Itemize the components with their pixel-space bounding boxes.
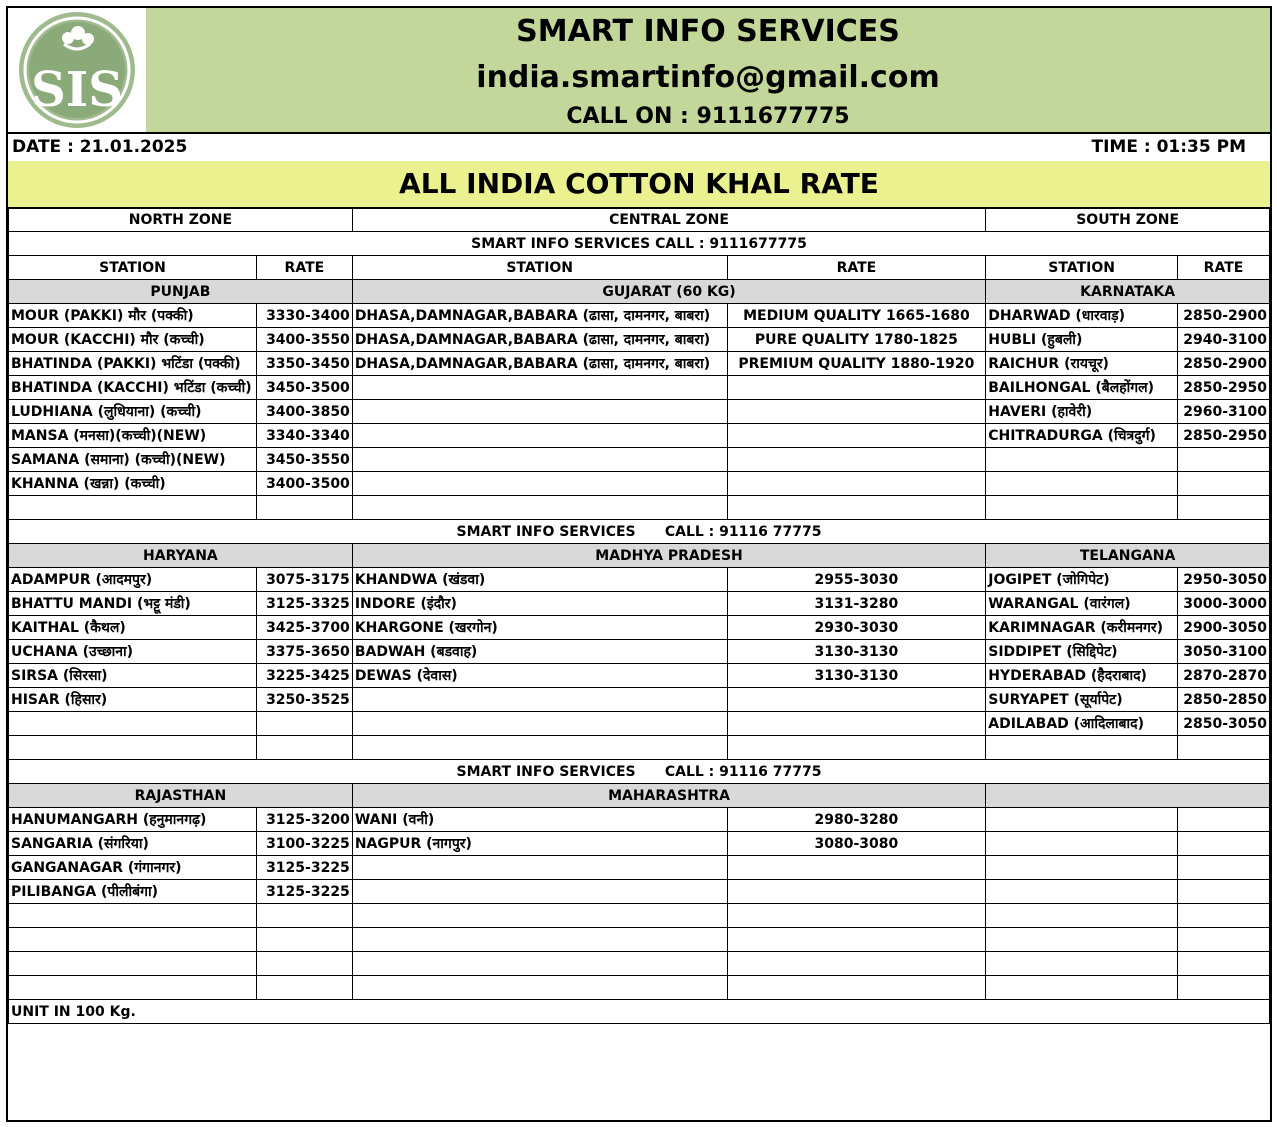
station-cell (352, 712, 727, 736)
rate-cell: 2950-3050 (1178, 568, 1270, 592)
station-cell: GANGANAGAR (गंगानगर) (9, 856, 257, 880)
rate-cell: 2850-2850 (1178, 688, 1270, 712)
zone-row (9, 208, 1270, 232)
rate-cell (727, 952, 986, 976)
state-heading-south (986, 784, 1270, 808)
station-cell: DHARWAD (धारवाड़) (986, 304, 1178, 328)
rate-cell: 3225-3425 (256, 664, 352, 688)
rate-cell (1178, 832, 1270, 856)
station-cell (9, 928, 257, 952)
station-cell: MOUR (KACCHI) मौर (कच्ची) (9, 328, 257, 352)
rate-cell: 3400-3850 (256, 400, 352, 424)
state-heading-central: MADHYA PRADESH (352, 544, 985, 568)
south-station-header: STATION (986, 256, 1178, 280)
rate-cell (1178, 856, 1270, 880)
rate-cell: 3400-3550 (256, 328, 352, 352)
station-cell (352, 376, 727, 400)
rate-cell: MEDIUM QUALITY 1665-1680 (727, 304, 986, 328)
rate-cell: PURE QUALITY 1780-1825 (727, 328, 986, 352)
station-cell: HANUMANGARH (हनुमानगढ़) (9, 808, 257, 832)
logo (8, 8, 146, 132)
rate-cell: 2850-2950 (1178, 376, 1270, 400)
rate-cell: 2850-2950 (1178, 424, 1270, 448)
state-row (9, 784, 1270, 808)
table-row (9, 328, 1270, 352)
rate-cell: 2960-3100 (1178, 400, 1270, 424)
station-cell (352, 856, 727, 880)
banner-3: SMART INFO SERVICES CALL : 91116 77775 (9, 760, 1270, 784)
rate-cell: 3250-3525 (256, 688, 352, 712)
rate-cell: 3000-3000 (1178, 592, 1270, 616)
rate-cell: 3125-3200 (256, 808, 352, 832)
rate-cell: 3400-3500 (256, 472, 352, 496)
station-cell: LUDHIANA (लुधियाना) (कच्ची) (9, 400, 257, 424)
station-cell (352, 688, 727, 712)
table-row (9, 976, 1270, 1000)
column-header-row (9, 256, 1270, 280)
station-cell (986, 976, 1178, 1000)
station-cell: NAGPUR (नागपुर) (352, 832, 727, 856)
station-cell: KHANDWA (खंडवा) (352, 568, 727, 592)
rate-cell (1178, 472, 1270, 496)
company-name: SMART INFO SERVICES (516, 14, 900, 49)
station-cell: BAILHONGAL (बैलहोंगल) (986, 376, 1178, 400)
north-station-header: STATION (9, 256, 257, 280)
rate-cell: 3125-3225 (256, 856, 352, 880)
rate-cell: 3130-3130 (727, 640, 986, 664)
date-label: DATE : 21.01.2025 (12, 137, 188, 157)
table-row (9, 304, 1270, 328)
station-cell: SAMANA (समाना) (कच्ची)(NEW) (9, 448, 257, 472)
station-cell: KARIMNAGAR (करीमनगर) (986, 616, 1178, 640)
rate-cell: 3450-3500 (256, 376, 352, 400)
table-row (9, 952, 1270, 976)
rate-cell (727, 976, 986, 1000)
north-zone-heading: NORTH ZONE (9, 208, 353, 232)
rate-cell (727, 472, 986, 496)
rate-table (8, 207, 1270, 1024)
rate-cell (256, 952, 352, 976)
station-cell (352, 904, 727, 928)
rate-cell: 2870-2870 (1178, 664, 1270, 688)
banner-row (9, 232, 1270, 256)
state-heading-north: HARYANA (9, 544, 353, 568)
table-row (9, 496, 1270, 520)
state-heading-south: KARNATAKA (986, 280, 1270, 304)
rate-cell: 2850-2900 (1178, 304, 1270, 328)
station-cell: KAITHAL (कैथल) (9, 616, 257, 640)
station-cell: HISAR (हिसार) (9, 688, 257, 712)
station-cell: KHANNA (खन्ना) (कच्ची) (9, 472, 257, 496)
rate-cell: 3125-3225 (256, 880, 352, 904)
station-cell: CHITRADURGA (चित्रदुर्ग) (986, 424, 1178, 448)
rate-cell (727, 448, 986, 472)
station-cell: HYDERABAD (हैदराबाद) (986, 664, 1178, 688)
station-cell (352, 424, 727, 448)
rate-cell (256, 928, 352, 952)
station-cell: ADAMPUR (आदमपुर) (9, 568, 257, 592)
table-row (9, 856, 1270, 880)
station-cell (986, 808, 1178, 832)
rate-cell (256, 712, 352, 736)
rate-cell (727, 736, 986, 760)
station-cell: WARANGAL (वारंगल) (986, 592, 1178, 616)
time-label: TIME : 01:35 PM (1091, 137, 1246, 157)
station-cell: PILIBANGA (पीलीबंगा) (9, 880, 257, 904)
station-cell (9, 952, 257, 976)
station-cell (986, 952, 1178, 976)
rate-cell (1178, 496, 1270, 520)
station-cell: SANGARIA (संगरिया) (9, 832, 257, 856)
rate-cell (1178, 904, 1270, 928)
table-row (9, 688, 1270, 712)
station-cell (9, 976, 257, 1000)
station-cell (986, 472, 1178, 496)
rate-cell (727, 688, 986, 712)
rate-cell: 2940-3100 (1178, 328, 1270, 352)
rate-cell: 3330-3400 (256, 304, 352, 328)
table-row (9, 904, 1270, 928)
station-cell: BHATTU MANDI (भट्टू मंडी) (9, 592, 257, 616)
rate-cell: 3080-3080 (727, 832, 986, 856)
rate-cell (256, 496, 352, 520)
rate-cell: 3425-3700 (256, 616, 352, 640)
station-cell: ADILABAD (आदिलाबाद) (986, 712, 1178, 736)
station-cell: KHARGONE (खरगोन) (352, 616, 727, 640)
station-cell: DHASA,DAMNAGAR,BABARA (ढासा, दामनगर, बाबरा) (352, 328, 727, 352)
rate-cell (727, 400, 986, 424)
rate-cell (1178, 448, 1270, 472)
rate-cell: 3100-3225 (256, 832, 352, 856)
banner-1: SMART INFO SERVICES CALL : 9111677775 (9, 232, 1270, 256)
central-station-header: STATION (352, 256, 727, 280)
station-cell (986, 496, 1178, 520)
central-zone-heading: CENTRAL ZONE (352, 208, 985, 232)
footer-row (9, 1000, 1270, 1024)
rate-cell (727, 424, 986, 448)
rate-cell (1178, 952, 1270, 976)
station-cell (9, 736, 257, 760)
south-zone-heading: SOUTH ZONE (986, 208, 1270, 232)
central-rate-header: RATE (727, 256, 986, 280)
date-time-row (8, 132, 1270, 163)
state-heading-north: PUNJAB (9, 280, 353, 304)
sis-logo-icon (8, 8, 146, 132)
banner-2: SMART INFO SERVICES CALL : 91116 77775 (9, 520, 1270, 544)
page-title: ALL INDIA COTTON KHAL RATE (8, 161, 1270, 209)
state-heading-central: MAHARASHTRA (352, 784, 985, 808)
rate-cell (256, 736, 352, 760)
rate-cell: 3340-3340 (256, 424, 352, 448)
rate-cell: 2900-3050 (1178, 616, 1270, 640)
station-cell: SURYAPET (सूर्यापेट) (986, 688, 1178, 712)
state-row (9, 544, 1270, 568)
rate-cell: 3130-3130 (727, 664, 986, 688)
station-cell: BHATINDA (KACCHI) भटिंडा (कच्ची) (9, 376, 257, 400)
station-cell (352, 976, 727, 1000)
station-cell: DHASA,DAMNAGAR,BABARA (ढासा, दामनगर, बाबरा) (352, 304, 727, 328)
rate-cell (727, 928, 986, 952)
station-cell: HAVERI (हावेरी) (986, 400, 1178, 424)
state-row (9, 280, 1270, 304)
table-row (9, 424, 1270, 448)
rate-cell: PREMIUM QUALITY 1880-1920 (727, 352, 986, 376)
rate-cell (1178, 976, 1270, 1000)
rate-cell (727, 376, 986, 400)
station-cell (352, 400, 727, 424)
station-cell: JOGIPET (जोगिपेट) (986, 568, 1178, 592)
rate-cell: 2850-3050 (1178, 712, 1270, 736)
rate-cell: 2930-3030 (727, 616, 986, 640)
svg-text:SIS: SIS (31, 62, 123, 118)
rate-cell (1178, 736, 1270, 760)
station-cell (986, 880, 1178, 904)
station-cell: BADWAH (बडवाह) (352, 640, 727, 664)
table-row (9, 616, 1270, 640)
table-row (9, 592, 1270, 616)
unit-note: UNIT IN 100 Kg. (9, 1000, 1270, 1024)
station-cell (9, 496, 257, 520)
station-cell: WANI (वनी) (352, 808, 727, 832)
north-rate-header: RATE (256, 256, 352, 280)
station-cell (986, 832, 1178, 856)
state-heading-north: RAJASTHAN (9, 784, 353, 808)
station-cell (352, 928, 727, 952)
station-cell (352, 880, 727, 904)
table-row (9, 376, 1270, 400)
rate-cell (1178, 808, 1270, 832)
table-row (9, 736, 1270, 760)
banner-row (9, 760, 1270, 784)
rate-cell: 3450-3550 (256, 448, 352, 472)
table-row (9, 352, 1270, 376)
banner-row (9, 520, 1270, 544)
table-row (9, 664, 1270, 688)
table-row (9, 928, 1270, 952)
rate-cell: 2980-3280 (727, 808, 986, 832)
station-cell: BHATINDA (PAKKI) भटिंडा (पक्की) (9, 352, 257, 376)
station-cell (986, 736, 1178, 760)
table-row (9, 832, 1270, 856)
station-cell: UCHANA (उच्छाना) (9, 640, 257, 664)
rate-sheet (6, 6, 1272, 1122)
station-cell: HUBLI (हुबली) (986, 328, 1178, 352)
rate-cell (256, 904, 352, 928)
station-cell (352, 448, 727, 472)
rate-cell: 3375-3650 (256, 640, 352, 664)
station-cell: DEWAS (देवास) (352, 664, 727, 688)
table-row (9, 808, 1270, 832)
rate-cell: 3075-3175 (256, 568, 352, 592)
rate-cell (1178, 928, 1270, 952)
station-cell (352, 952, 727, 976)
table-row (9, 400, 1270, 424)
company-phone: CALL ON : 9111677775 (566, 104, 850, 129)
station-cell: SIRSA (सिरसा) (9, 664, 257, 688)
rate-cell (256, 976, 352, 1000)
station-cell (986, 928, 1178, 952)
station-cell (352, 736, 727, 760)
rate-cell: 3125-3325 (256, 592, 352, 616)
table-row (9, 640, 1270, 664)
rate-cell (727, 712, 986, 736)
rate-cell: 2955-3030 (727, 568, 986, 592)
rate-cell (727, 904, 986, 928)
station-cell: INDORE (इंदौर) (352, 592, 727, 616)
station-cell: MANSA (मनसा)(कच्ची)(NEW) (9, 424, 257, 448)
south-rate-header: RATE (1178, 256, 1270, 280)
station-cell (986, 856, 1178, 880)
rate-cell: 3131-3280 (727, 592, 986, 616)
station-cell (352, 496, 727, 520)
rate-cell: 3350-3450 (256, 352, 352, 376)
rate-cell (727, 880, 986, 904)
state-heading-south: TELANGANA (986, 544, 1270, 568)
rate-cell (1178, 880, 1270, 904)
table-row (9, 712, 1270, 736)
table-row (9, 448, 1270, 472)
table-row (9, 880, 1270, 904)
station-cell (352, 472, 727, 496)
rate-cell: 3050-3100 (1178, 640, 1270, 664)
station-cell (9, 712, 257, 736)
rate-cell (727, 856, 986, 880)
station-cell (986, 448, 1178, 472)
company-email: india.smartinfo@gmail.com (476, 60, 940, 95)
table-row (9, 568, 1270, 592)
state-heading-central: GUJARAT (60 KG) (352, 280, 985, 304)
station-cell: SIDDIPET (सिद्दिपेट) (986, 640, 1178, 664)
station-cell (986, 904, 1178, 928)
station-cell: RAICHUR (रायचूर) (986, 352, 1178, 376)
station-cell (9, 904, 257, 928)
header (8, 8, 1270, 134)
station-cell: DHASA,DAMNAGAR,BABARA (ढासा, दामनगर, बाबरा) (352, 352, 727, 376)
station-cell: MOUR (PAKKI) मौर (पक्की) (9, 304, 257, 328)
table-row (9, 472, 1270, 496)
rate-cell: 2850-2900 (1178, 352, 1270, 376)
rate-cell (727, 496, 986, 520)
